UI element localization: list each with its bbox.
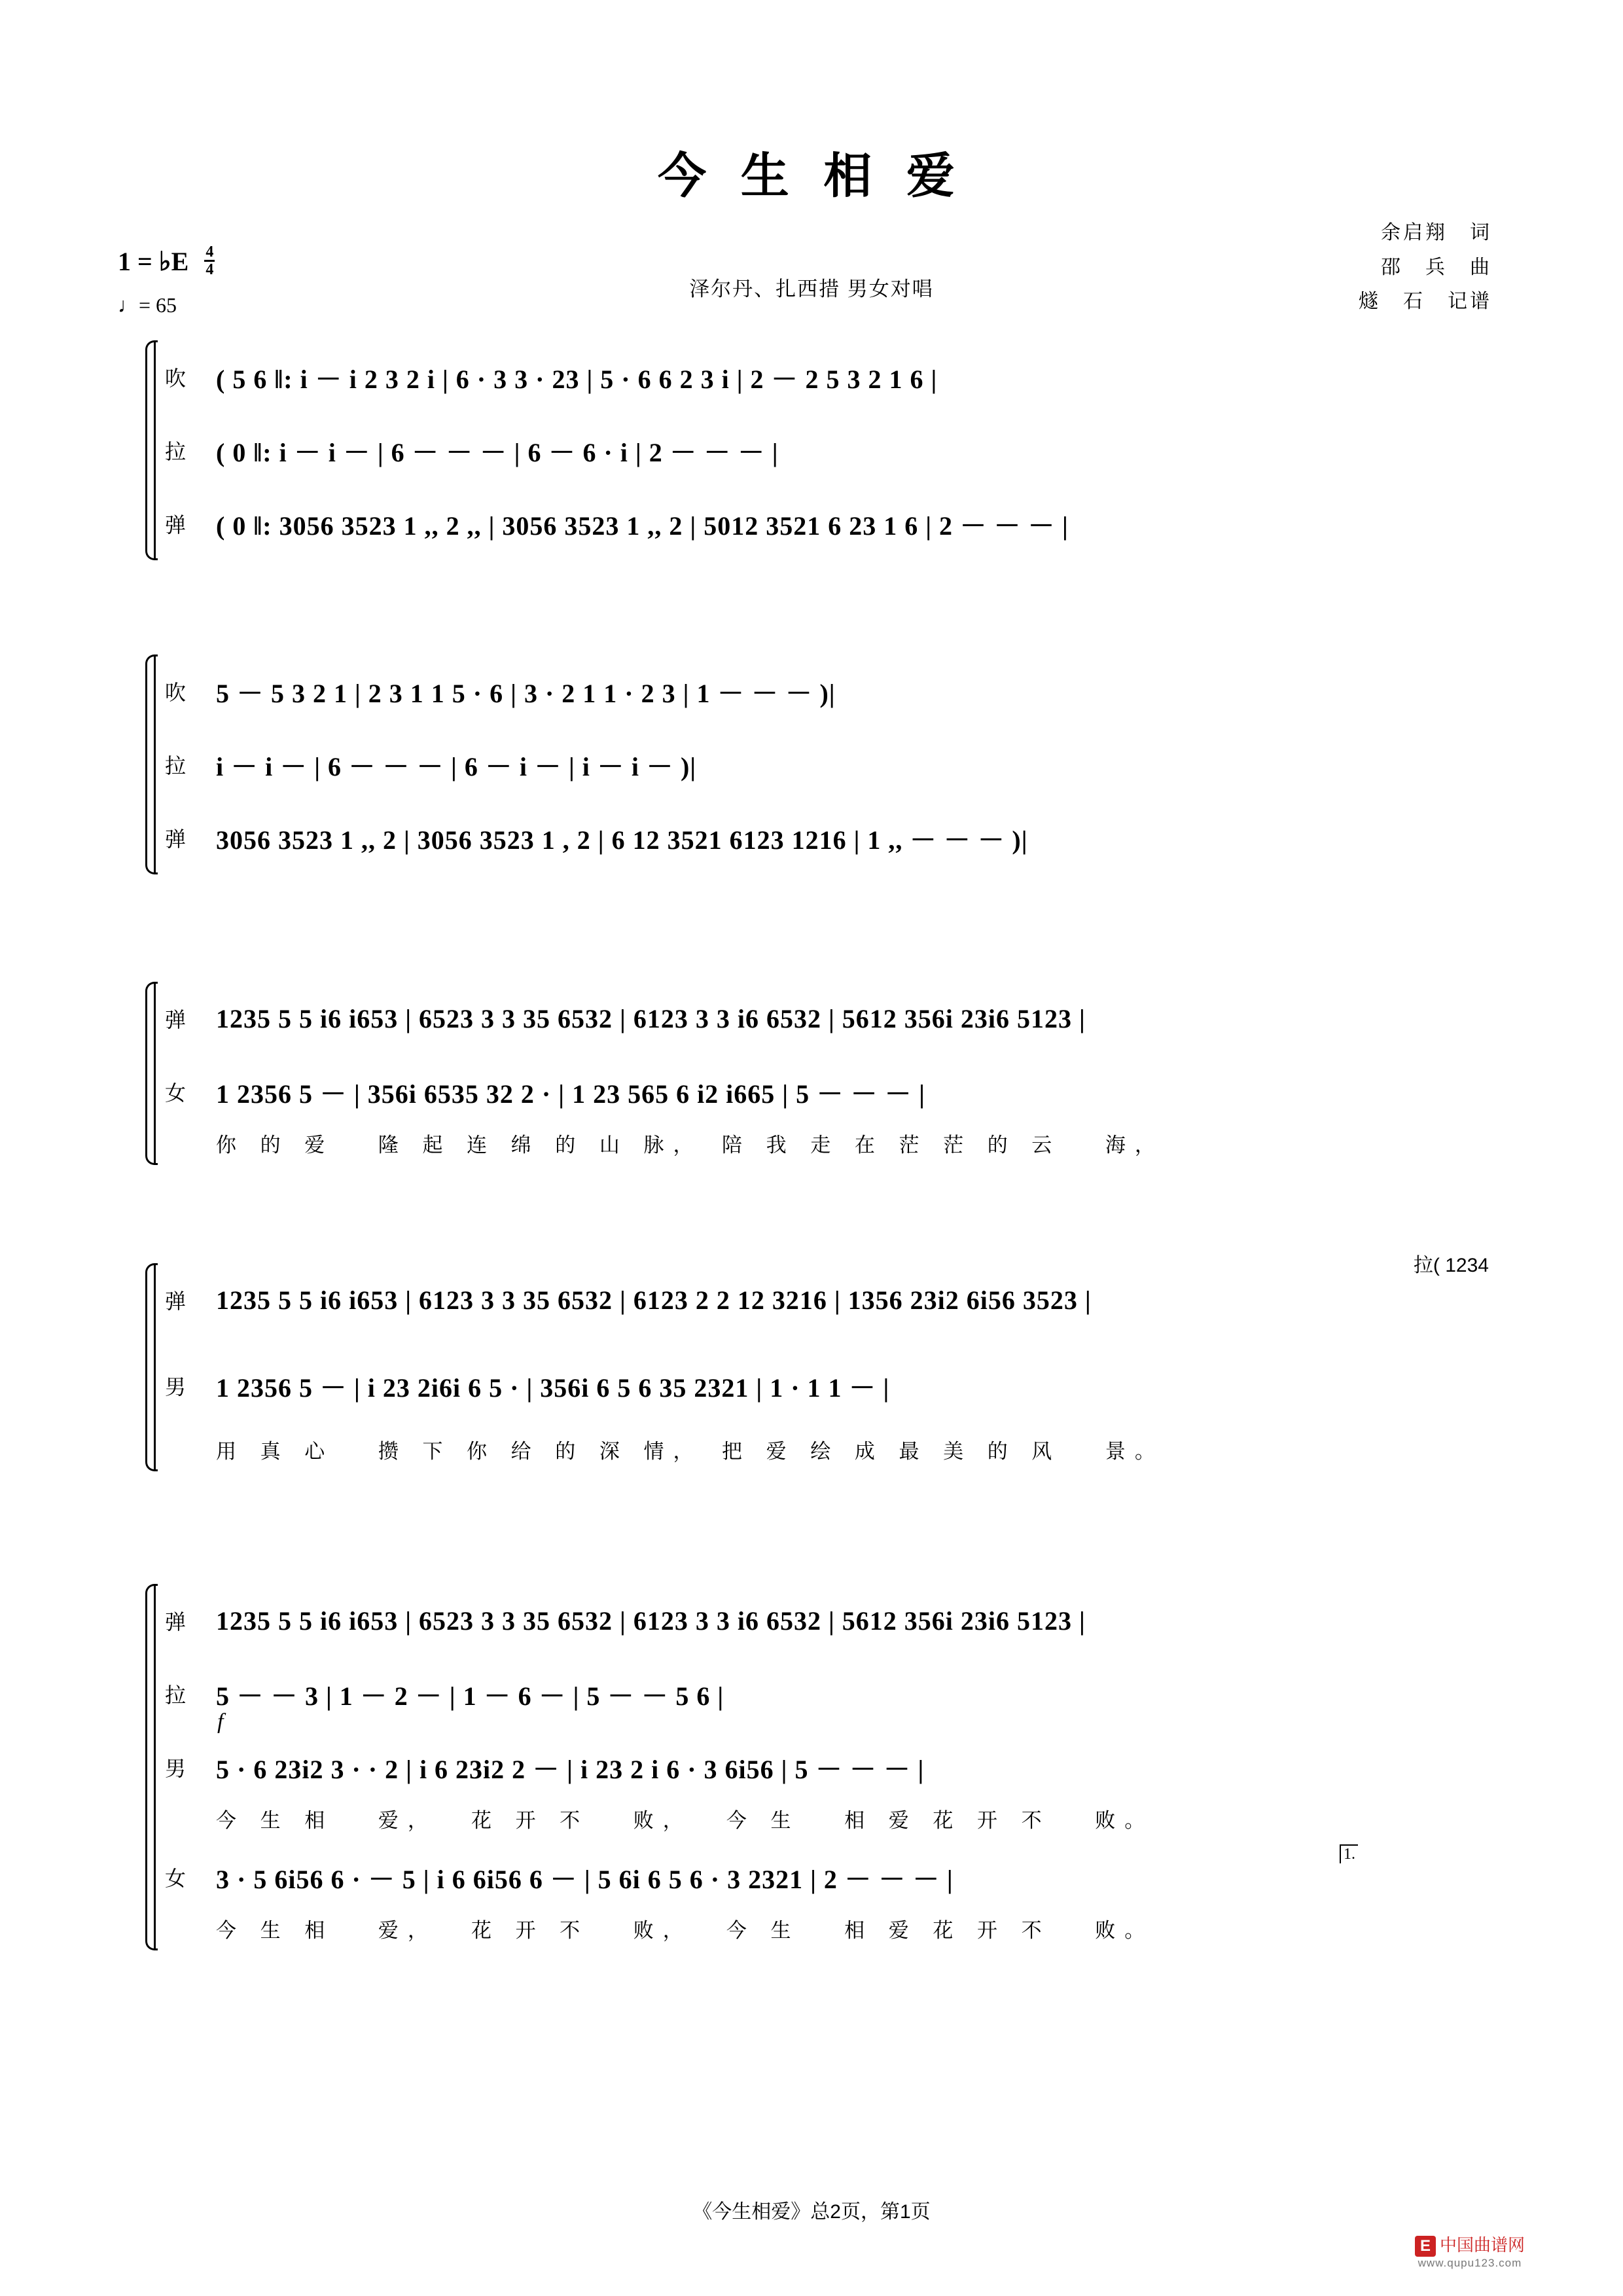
part-label-tan: 弹 bbox=[165, 1610, 187, 1634]
music-line: ( 0 ‖: 3056 3523 1 ,, 2 ,, | 3056 3523 1 ,, 2 | 5012 3521 6 23 1 6 | 2 － － － | bbox=[216, 511, 1069, 541]
lyric-row-nv-5 bbox=[165, 1914, 1508, 1950]
watermark-text: 中国曲谱网 bbox=[1439, 2235, 1525, 2255]
part-label-tan: 弹 bbox=[165, 1008, 187, 1031]
part-label-tan: 弹 bbox=[165, 1289, 187, 1313]
music-line: ( 0 ‖: i － i － | 6 － － － | 6 － 6 · i | 2 － － － | bbox=[216, 437, 779, 467]
credit-composer: 邵 兵 曲 bbox=[1381, 256, 1492, 278]
system-2 bbox=[115, 655, 1508, 874]
system-1 bbox=[115, 340, 1508, 560]
lyrics: 你 的 爱 隆 起 连 绵 的 山 脉， 陪 我 走 在 茫 茫 的 云 海， bbox=[216, 1134, 1164, 1157]
lyrics: 用 真 心 攒 下 你 给 的 深 情， 把 爱 绘 成 最 美 的 风 景。 bbox=[216, 1440, 1164, 1463]
part-label-nan: 男 bbox=[165, 1757, 187, 1780]
lyric-row-nan-4 bbox=[165, 1435, 1508, 1471]
watermark-url: www.qupu123.com bbox=[1418, 2257, 1522, 2269]
part-label-tan: 弹 bbox=[165, 513, 187, 537]
credits-block bbox=[1359, 216, 1492, 319]
part-label-nv: 女 bbox=[165, 1867, 187, 1890]
music-line: 1 2356 5 － | i 23 2i6i 6 5 · | 356i 6 5 6 35 2321 | 1 · 1 1 － | bbox=[216, 1372, 890, 1403]
part-label-nv: 女 bbox=[165, 1081, 187, 1105]
staff-nan-5 bbox=[165, 1731, 1508, 1804]
page-footer: 《今生相爱》总2页，第1页 bbox=[692, 2201, 931, 2223]
music-line: 1 2356 5 － | 356i 6535 32 2 · | 1 23 565 6 i2 i665 | 5 － － － | bbox=[216, 1079, 925, 1109]
staff-la-1 bbox=[165, 414, 1508, 487]
system-3-brace bbox=[154, 982, 1508, 1165]
key-signature: 1 = ♭E bbox=[118, 247, 189, 276]
music-line: 5 － 5 3 2 1 | 2 3 1 1 5 · 6 | 3 · 2 1 1 · 2 3 | 1 － － － )| bbox=[216, 678, 836, 708]
staff-chui-2 bbox=[165, 655, 1508, 728]
system-2-brace bbox=[154, 655, 1508, 874]
watermark bbox=[1415, 2232, 1525, 2270]
staff-tan-4 bbox=[165, 1263, 1508, 1336]
part-label-nan: 男 bbox=[165, 1375, 187, 1399]
music-line: 1235 5 5 i6 i653 | 6123 3 3 35 6532 | 6123 2 2 12 3216 | 1356 23i2 6i56 3523 | bbox=[216, 1285, 1092, 1315]
watermark-badge-icon: E bbox=[1415, 2236, 1436, 2257]
dynamic-forte: f bbox=[217, 1710, 224, 1734]
music-line: i － i － | 6 － － － | 6 － i － | i － i － )| bbox=[216, 751, 697, 781]
tempo-marking: ♩= 65 bbox=[118, 293, 177, 317]
staff-tan-3 bbox=[165, 982, 1508, 1055]
system-5 bbox=[115, 1584, 1508, 1950]
music-line: ( 5 6 ‖: i － i 2 3 2 i | 6 · 3 3 · 23 | 5 · 6 6 2 3 i | 2 － 2 5 3 2 1 6 | bbox=[216, 364, 938, 394]
staff-tan-2 bbox=[165, 801, 1508, 874]
music-line: 5 · 6 23i2 3 · · 2 | i 6 23i2 2 － | i 23 2 i 6 · 3 6i56 | 5 － － － | bbox=[216, 1754, 925, 1784]
system-5-brace bbox=[154, 1584, 1508, 1950]
lyrics: 今 生 相 爱， 花 开 不 败， 今 生 相 爱 花 开 不 败。 bbox=[216, 1919, 1154, 1942]
music-line: 3 · 5 6i56 6 · － 5 | i 6 6i56 6 － | 5 6i 6 5 6 · 3 2321 | 2 － － － | bbox=[216, 1864, 954, 1894]
annotation-la-pickup: 拉( 1234 bbox=[1413, 1255, 1489, 1276]
lyric-row-nan-5 bbox=[165, 1804, 1508, 1840]
system-3 bbox=[115, 982, 1508, 1165]
staff-nan-4 bbox=[165, 1336, 1508, 1435]
credit-lyricist: 余启翔 词 bbox=[1381, 222, 1492, 243]
page-title: 今 生 相 爱 bbox=[658, 149, 965, 203]
volta-bracket-1: 1. bbox=[1340, 1844, 1358, 1863]
part-label-chui: 吹 bbox=[165, 681, 187, 704]
system-1-brace bbox=[154, 340, 1508, 560]
time-signature: $\frac{4}{4}$ bbox=[205, 243, 214, 278]
page-subtitle: 泽尔丹、扎西措 男女对唱 bbox=[689, 278, 934, 300]
staff-nv-5 bbox=[165, 1840, 1508, 1914]
part-label-la: 拉 bbox=[165, 754, 187, 778]
staff-nv-3 bbox=[165, 1055, 1508, 1128]
credit-transcriber: 燧 石 记谱 bbox=[1359, 291, 1492, 312]
part-label-tan: 弹 bbox=[165, 827, 187, 851]
lyric-row-nv-3 bbox=[165, 1128, 1508, 1165]
staff-tan-1 bbox=[165, 487, 1508, 560]
music-line: 5 － － 3 | 1 － 2 － | 1 － 6 － | 5 － － 5 6 | bbox=[216, 1681, 724, 1711]
part-label-chui: 吹 bbox=[165, 367, 187, 390]
system-4-brace bbox=[154, 1263, 1508, 1471]
music-line: 3056 3523 1 ,, 2 | 3056 3523 1 , 2 | 6 12 3521 6123 1216 | 1 ,, － － － )| bbox=[216, 825, 1028, 855]
lyrics: 今 生 相 爱， 花 开 不 败， 今 生 相 爱 花 开 不 败。 bbox=[216, 1809, 1154, 1832]
staff-tan-5 bbox=[165, 1584, 1508, 1657]
system-4 bbox=[115, 1255, 1508, 1471]
staff-chui-1 bbox=[165, 340, 1508, 414]
staff-la-5 bbox=[165, 1657, 1508, 1734]
part-label-la: 拉 bbox=[165, 440, 187, 463]
staff-la-2 bbox=[165, 728, 1508, 801]
key-tempo-block bbox=[118, 242, 215, 321]
music-line: 1235 5 5 i6 i653 | 6523 3 3 35 6532 | 6123 3 3 i6 6532 | 5612 356i 23i6 5123 | bbox=[216, 1605, 1086, 1636]
part-label-la: 拉 bbox=[165, 1683, 187, 1707]
music-line: 1235 5 5 i6 i653 | 6523 3 3 35 6532 | 6123 3 3 i6 6532 | 5612 356i 23i6 5123 | bbox=[216, 1003, 1086, 1033]
